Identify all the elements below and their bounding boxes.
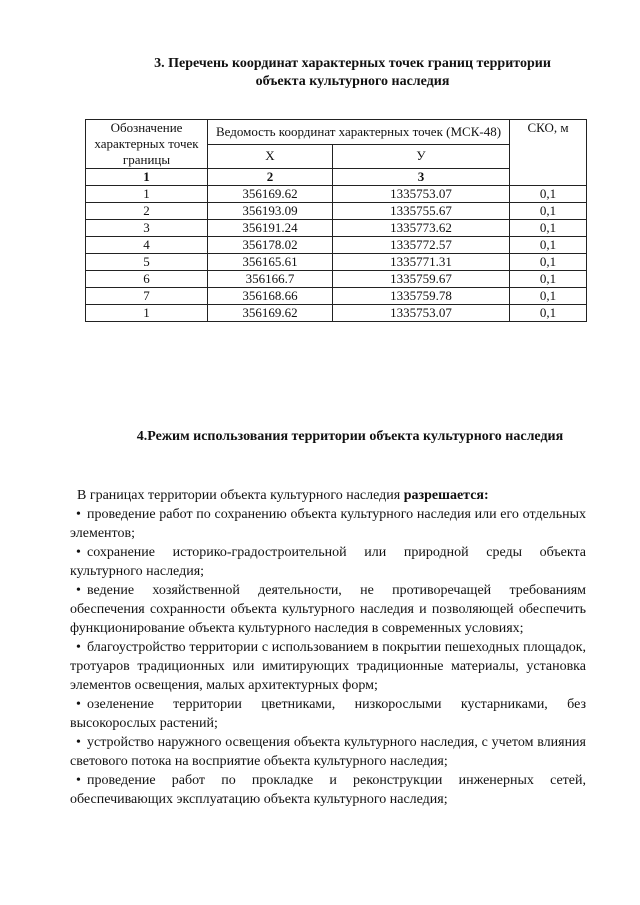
cell-point: 1	[86, 305, 208, 322]
cell-y: 1335771.31	[333, 254, 510, 271]
cell-point: 4	[86, 237, 208, 254]
bullet-marker: •	[76, 507, 81, 522]
cell-point: 2	[86, 203, 208, 220]
cell-sko: 0,1	[510, 203, 587, 220]
cell-x: 356169.62	[208, 186, 333, 203]
cell-point: 3	[86, 220, 208, 237]
bullet-text: озеленение территории цветниками, низкорослыми кустарниками, без высокорослых растений;	[70, 697, 586, 731]
cell-point: 1	[86, 186, 208, 203]
cell-sko: 0,1	[510, 254, 587, 271]
intro-paragraph	[70, 486, 586, 505]
list-item	[70, 638, 586, 695]
cell-sko: 0,1	[510, 305, 587, 322]
header-y: У	[333, 144, 510, 169]
header-coordinates: Ведомость координат характерных точек (МСК-48)	[208, 120, 510, 145]
cell-sko: 0,1	[510, 237, 587, 254]
header-x: Х	[208, 144, 333, 169]
header-point-designation: Обозначение характерных точек границы	[86, 120, 208, 169]
list-item	[70, 581, 586, 638]
header-sko: СКО, м	[510, 120, 587, 186]
section-3-title-line2: объекта культурного наследия	[255, 74, 450, 89]
list-item	[70, 771, 586, 809]
cell-x: 356165.61	[208, 254, 333, 271]
cell-point: 7	[86, 288, 208, 305]
bullet-text: устройство наружного освещения объекта культурного наследия, с учетом влияния светового потока на восприятие объекта культурного наследия;	[70, 735, 586, 769]
cell-x: 356169.62	[208, 305, 333, 322]
cell-sko: 0,1	[510, 288, 587, 305]
bullet-marker: •	[76, 773, 81, 788]
cell-point: 5	[86, 254, 208, 271]
cell-x: 356166.7	[208, 271, 333, 288]
bullet-marker: •	[76, 697, 81, 712]
bullet-list	[70, 505, 586, 809]
section-4-body	[70, 486, 586, 809]
table-row	[86, 220, 587, 237]
cell-x: 356168.66	[208, 288, 333, 305]
coordinates-table	[85, 119, 587, 322]
bullet-marker: •	[76, 640, 81, 655]
section-3-title-line1: 3. Перечень координат характерных точек границ территории	[154, 56, 551, 71]
cell-x: 356193.09	[208, 203, 333, 220]
bullet-text: благоустройство территории с использованием в покрытии пешеходных площадок, тротуаров традиционных или имитирующих традиционные материалы, установка элементов освещения, малых архитектурных форм;	[70, 640, 586, 693]
table-row	[86, 288, 587, 305]
index-cell: 1	[86, 169, 208, 186]
index-cell: 3	[333, 169, 510, 186]
cell-y: 1335759.67	[333, 271, 510, 288]
table-row	[86, 305, 587, 322]
cell-y: 1335755.67	[333, 203, 510, 220]
cell-x: 356191.24	[208, 220, 333, 237]
cell-y: 1335759.78	[333, 288, 510, 305]
intro-text: В границах территории объекта культурного наследия	[77, 488, 404, 503]
list-item	[70, 733, 586, 771]
section-4-title: 4.Режим использования территории объекта культурного наследия	[136, 429, 564, 444]
index-cell: 2	[208, 169, 333, 186]
cell-x: 356178.02	[208, 237, 333, 254]
bullet-text: проведение работ по прокладке и реконструкции инженерных сетей, обеспечивающих эксплуатацию объекта культурного наследия;	[70, 773, 586, 807]
table-row	[86, 271, 587, 288]
cell-y: 1335772.57	[333, 237, 510, 254]
bullet-marker: •	[76, 583, 81, 598]
list-item	[70, 505, 586, 543]
bullet-text: проведение работ по сохранению объекта культурного наследия или его отдельных элементов;	[70, 507, 586, 541]
section-3-title	[80, 55, 625, 91]
table-row	[86, 203, 587, 220]
cell-y: 1335773.62	[333, 220, 510, 237]
cell-y: 1335753.07	[333, 186, 510, 203]
bullet-marker: •	[76, 545, 81, 560]
list-item	[70, 543, 586, 581]
bullet-marker: •	[76, 735, 81, 750]
cell-point: 6	[86, 271, 208, 288]
table-row	[86, 186, 587, 203]
cell-sko: 0,1	[510, 271, 587, 288]
table-row	[86, 237, 587, 254]
table-row	[86, 254, 587, 271]
cell-sko: 0,1	[510, 220, 587, 237]
intro-bold: разрешается:	[403, 488, 489, 503]
bullet-text: сохранение историко-градостроительной или природной среды объекта культурного наследия;	[70, 545, 586, 579]
cell-sko: 0,1	[510, 186, 587, 203]
bullet-text: ведение хозяйственной деятельности, не противоречащей требованиям обеспечения сохранности объекта культурного наследия и позволяющей обеспечить функционирование объекта культурного наследия в современных условиях;	[70, 583, 586, 636]
cell-y: 1335753.07	[333, 305, 510, 322]
list-item	[70, 695, 586, 733]
